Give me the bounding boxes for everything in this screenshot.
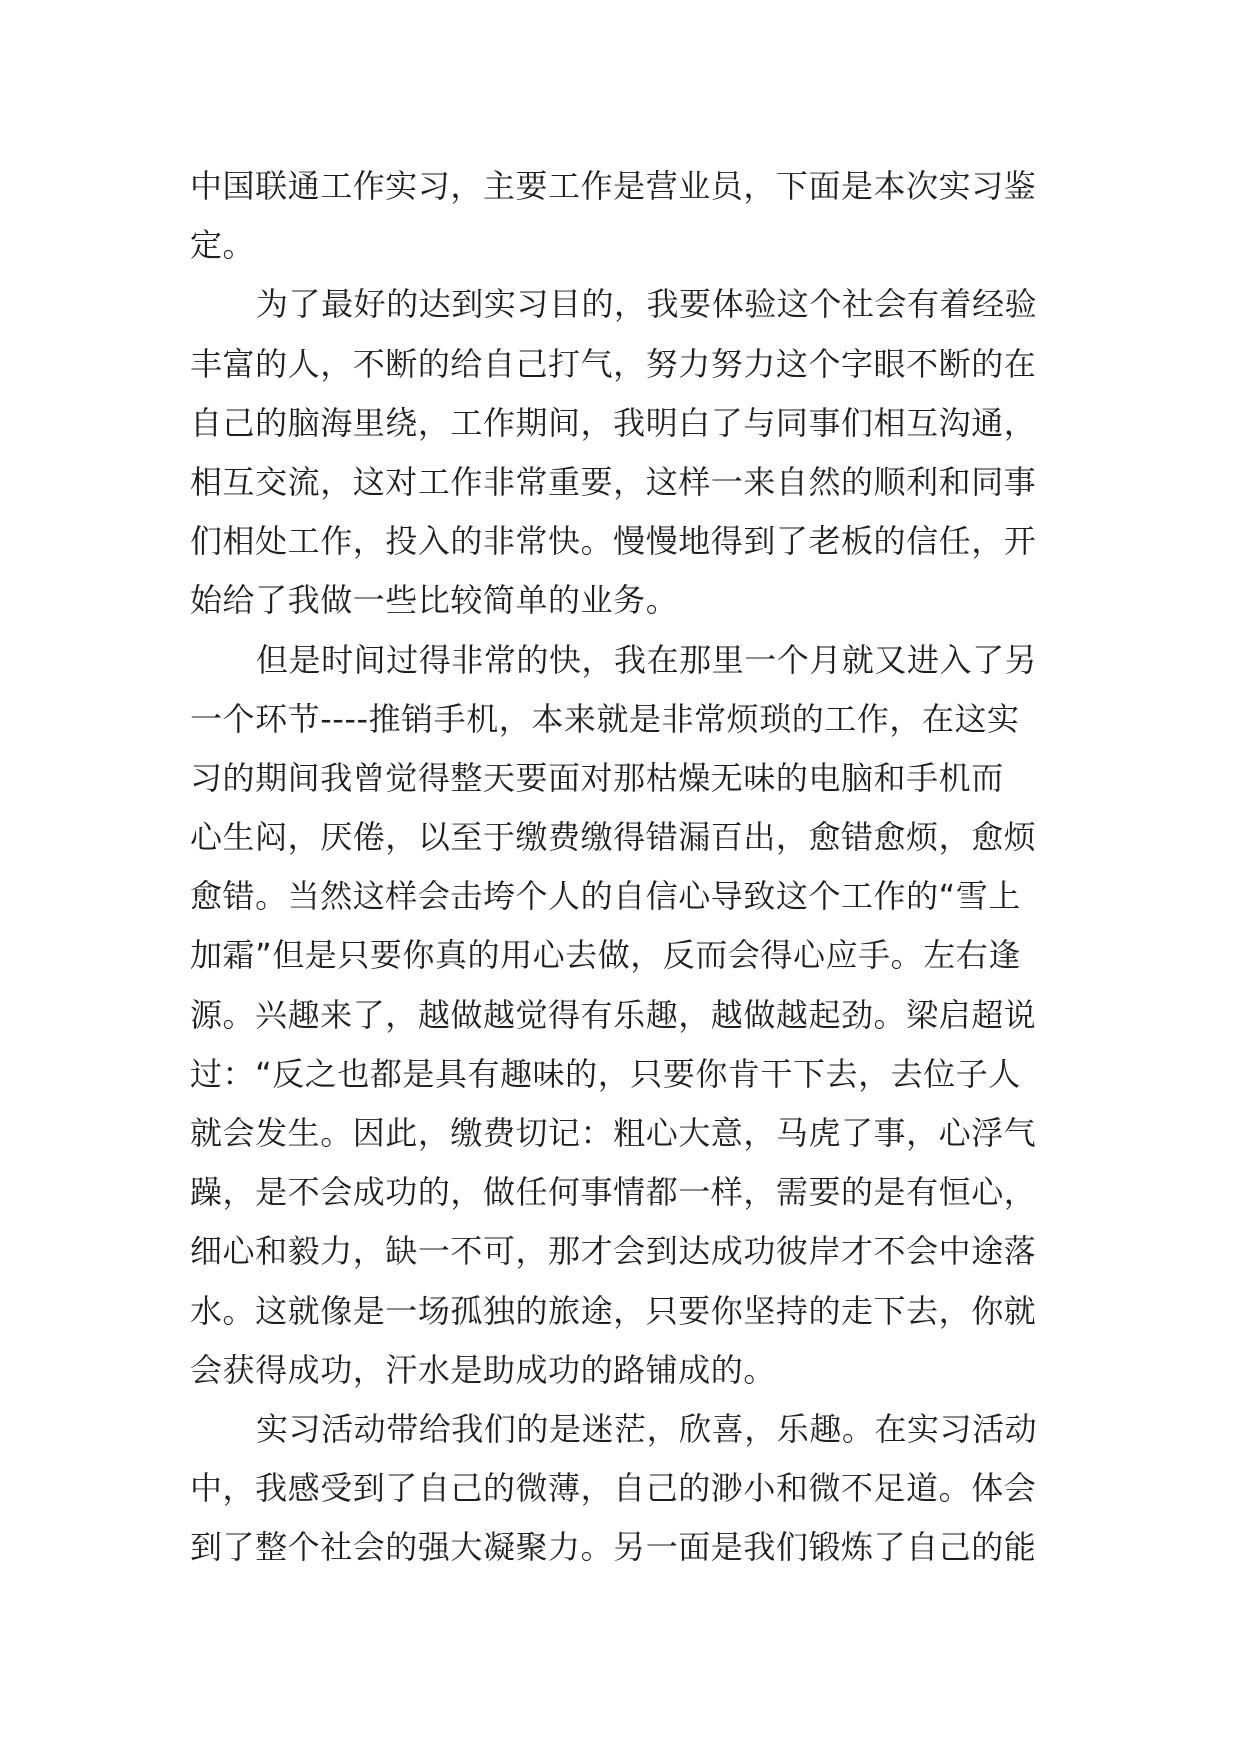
text-line: 中国联通工作实习，主要工作是营业员，下面是本次实习鉴 <box>190 167 1037 205</box>
text-line: 中，我感受到了自己的微薄，自己的渺小和微不足道。体会 <box>190 1469 1037 1508</box>
text-line: 会获得成功，汗水是助成功的路铺成的。 <box>190 1350 776 1389</box>
text-line: 心生闷，厌倦，以至于缴费缴得错漏百出，愈错愈烦，愈烦 <box>190 818 1037 857</box>
text-line: 但是时间过得非常的快，我在那里一个月就又进入了另 <box>256 640 1038 679</box>
text-line: 一个环节----推销手机，本来就是非常烦琐的工作，在这实 <box>190 699 1020 738</box>
text-line: 自己的脑海里绕，工作期间，我明白了与同事们相互沟通， <box>190 403 1037 442</box>
body-text <box>190 157 1060 1578</box>
text-line: 过：“反之也都是具有趣味的，只要你肯干下去，去位子人 <box>190 1054 1021 1093</box>
text-line: 到了整个社会的强大凝聚力。另一面是我们锻炼了自己的能 <box>190 1528 1037 1567</box>
text-line: 加霜”但是只要你真的用心去做，反而会得心应手。左右逢 <box>190 936 1021 975</box>
text-line: 细心和毅力，缺一不可，那才会到达成功彼岸才不会中途落 <box>190 1232 1037 1271</box>
text-line: 源。兴趣来了，越做越觉得有乐趣，越做越起劲。梁启超说 <box>190 995 1037 1034</box>
text-line: 实习活动带给我们的是迷茫，欣喜，乐趣。在实习活动 <box>256 1409 1038 1448</box>
text-line: 始给了我做一些比较简单的业务。 <box>190 581 679 620</box>
text-line: 躁，是不会成功的，做任何事情都一样，需要的是有恒心， <box>190 1173 1037 1212</box>
text-line: 丰富的人，不断的给自己打气，努力努力这个字眼不断的在 <box>190 344 1037 383</box>
text-line: 们相处工作，投入的非常快。慢慢地得到了老板的信任，开 <box>190 522 1037 561</box>
text-line: 定。 <box>190 226 256 265</box>
text-line: 就会发生。因此，缴费切记：粗心大意，马虎了事，心浮气 <box>190 1114 1037 1152</box>
text-line: 水。这就像是一场孤独的旅途，只要你坚持的走下去，你就 <box>190 1291 1037 1330</box>
text-line: 为了最好的达到实习目的，我要体验这个社会有着经验 <box>256 285 1038 324</box>
text-line: 习的期间我曾觉得整天要面对那枯燥无味的电脑和手机而 <box>190 758 1004 797</box>
text-line: 愈错。当然这样会击垮个人的自信心导致这个工作的“雪上 <box>190 877 1021 916</box>
text-line: 相互交流，这对工作非常重要，这样一来自然的顺利和同事 <box>190 462 1037 501</box>
